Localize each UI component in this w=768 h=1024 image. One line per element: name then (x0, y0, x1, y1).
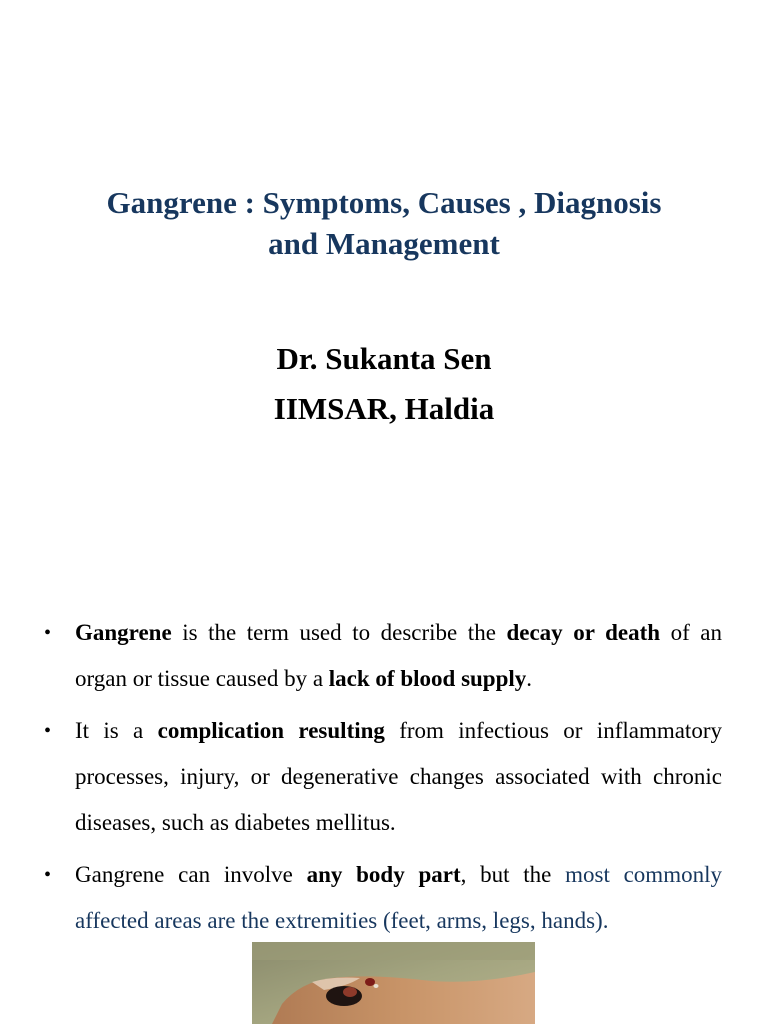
gangrene-photo (252, 942, 535, 1024)
bullet-marker: • (44, 720, 52, 742)
slide-title (40, 182, 728, 264)
highlight-extremities: most commonly affected areas are the extremities (feet, arms, legs, hands) (75, 862, 722, 933)
gangrene-photo-image (252, 942, 535, 1024)
bullet-text: Gangrene can involve (75, 862, 307, 887)
content-slide (0, 576, 768, 1024)
bullet-text: , but the (460, 862, 566, 887)
term-lack-of-blood-supply: lack of blood supply (328, 666, 527, 691)
bullet-item-complication (44, 708, 722, 846)
bullet-text: . (526, 666, 533, 691)
bullet-marker: • (44, 864, 52, 886)
term-gangrene: Gangrene (75, 620, 172, 645)
author-affiliation: IIMSAR, Haldia (273, 391, 495, 426)
bullet-text: from infectious or inflammatory processes, injury, or degenerative changes associated with chronic diseases, such as diabetes mellitus. (75, 718, 722, 835)
author-block (40, 334, 728, 434)
term-complication-resulting: complication resulting (157, 718, 385, 743)
bullet-item-body-parts (44, 852, 722, 944)
bullet-text: . (602, 908, 609, 933)
term-decay-or-death: decay or death (506, 620, 661, 645)
bullet-item-definition (44, 610, 722, 702)
title-line-1: Gangrene : Symptoms, Causes , Diagnosis (106, 185, 662, 220)
bullet-marker: • (44, 622, 52, 644)
title-line-2: and Management (268, 226, 500, 261)
term-any-body-part: any body part (306, 862, 461, 887)
bullet-list (44, 610, 722, 950)
bullet-text: is the term used to describe the (171, 620, 507, 645)
author-name: Dr. Sukanta Sen (276, 341, 492, 376)
bullet-text: It is a (75, 718, 158, 743)
bullet-text: of an organ or tissue caused by a (75, 620, 723, 691)
